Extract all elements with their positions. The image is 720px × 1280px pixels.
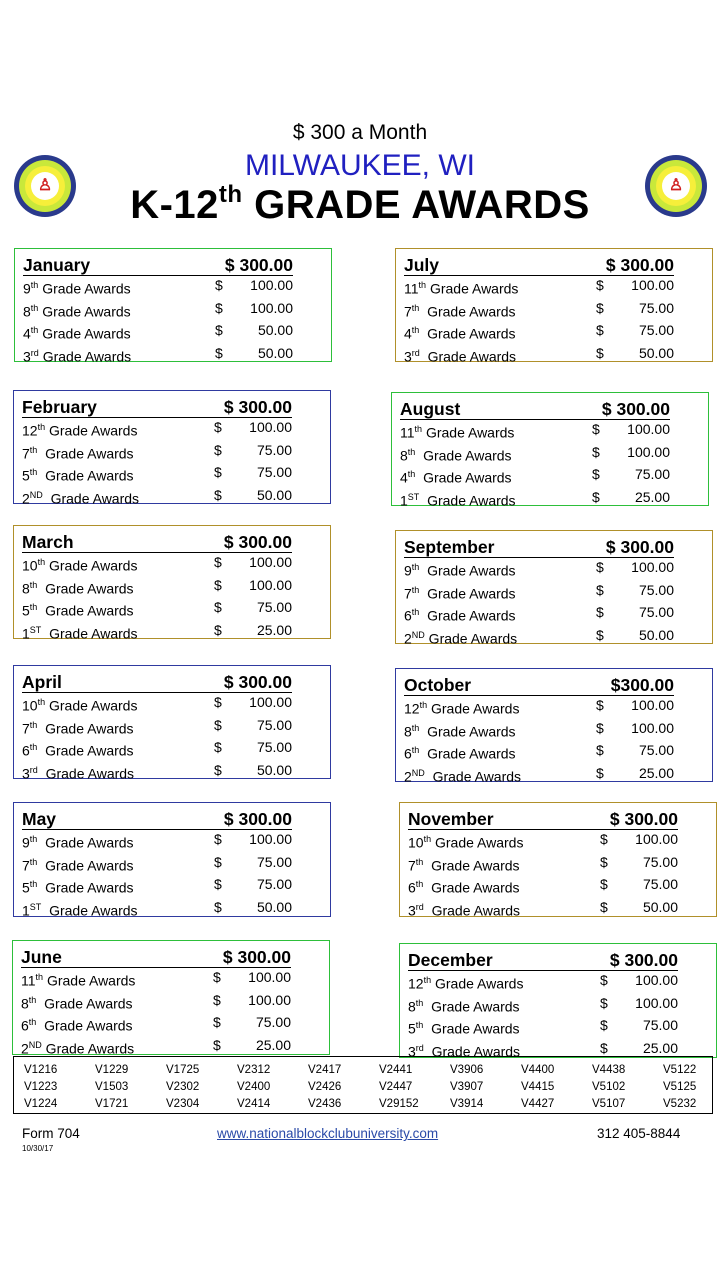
- month-box-september: [395, 530, 713, 647]
- month-total: $ 300.00: [223, 397, 292, 417]
- currency-symbol: $: [596, 344, 604, 361]
- award-amount: 75.00: [638, 581, 674, 598]
- month-header: [404, 675, 674, 696]
- award-label: 4th Grade Awards: [400, 469, 512, 486]
- award-label: 6th Grade Awards: [21, 1017, 133, 1034]
- award-label: 6th Grade Awards: [408, 879, 520, 896]
- month-name: August: [400, 399, 461, 419]
- month-box-june: [12, 940, 330, 1055]
- currency-symbol: $: [596, 581, 604, 598]
- award-amount: 75.00: [634, 466, 670, 483]
- month-total: $ 300.00: [605, 255, 674, 275]
- currency-symbol: $: [596, 764, 604, 781]
- code-cell: V5102: [592, 1081, 626, 1093]
- award-amount: 75.00: [256, 464, 292, 481]
- code-cell: V5125: [663, 1081, 697, 1093]
- award-label: 7th Grade Awards: [22, 444, 134, 462]
- award-amount: 75.00: [255, 1014, 291, 1031]
- award-amount: 100.00: [631, 277, 674, 293]
- award-row: [408, 853, 678, 876]
- code-cell: V2417: [308, 1064, 342, 1076]
- award-label: 10th Grade Awards: [22, 697, 138, 714]
- code-cell: V1216: [24, 1064, 58, 1076]
- award-row: [404, 603, 674, 626]
- month-total: $ 300.00: [605, 537, 674, 557]
- month-name: December: [408, 950, 493, 970]
- award-amount: 100.00: [250, 299, 293, 316]
- award-amount: 50.00: [256, 486, 292, 503]
- code-cell: V2447: [379, 1081, 413, 1093]
- award-row: [23, 276, 293, 299]
- award-label: 8th Grade Awards: [404, 722, 516, 740]
- currency-symbol: $: [214, 554, 222, 570]
- award-label: 12th Grade Awards: [404, 700, 520, 717]
- currency-symbol: $: [214, 694, 222, 710]
- month-header: [22, 672, 292, 693]
- award-amount: 75.00: [642, 1017, 678, 1034]
- award-label: 5th Grade Awards: [408, 1020, 520, 1037]
- award-row: [22, 553, 292, 576]
- currency-symbol: $: [213, 1036, 221, 1053]
- award-row: [22, 716, 292, 739]
- award-row: [22, 693, 292, 716]
- month-box-may: [13, 802, 331, 917]
- currency-symbol: $: [600, 972, 608, 988]
- page-title: K-12th GRADE AWARDS: [130, 181, 590, 227]
- award-amount: 100.00: [249, 576, 292, 593]
- currency-symbol: $: [600, 876, 608, 893]
- award-amount: 50.00: [638, 626, 674, 643]
- currency-symbol: $: [600, 853, 608, 870]
- award-label: 7th Grade Awards: [404, 584, 516, 602]
- code-cell: V2436: [308, 1098, 342, 1110]
- award-amount: 100.00: [627, 443, 670, 460]
- month-box-october: [395, 668, 713, 785]
- month-box-april: [13, 665, 331, 782]
- currency-symbol: $: [214, 441, 222, 458]
- award-label: 5th Grade Awards: [22, 879, 134, 896]
- award-label: 8th Grade Awards: [21, 994, 133, 1012]
- month-total: $ 300.00: [224, 255, 293, 275]
- award-label: 7th Grade Awards: [404, 302, 516, 320]
- award-row: [400, 465, 670, 488]
- award-label: 1ST Grade Awards: [22, 624, 138, 642]
- currency-symbol: $: [215, 299, 223, 316]
- award-amount: 100.00: [635, 831, 678, 847]
- award-amount: 100.00: [248, 991, 291, 1008]
- award-row: [21, 968, 291, 991]
- currency-symbol: $: [596, 604, 604, 621]
- month-total: $ 300.00: [223, 672, 292, 692]
- award-label: 9th Grade Awards: [23, 280, 131, 297]
- currency-symbol: $: [215, 277, 223, 293]
- award-amount: 100.00: [635, 994, 678, 1011]
- currency-symbol: $: [596, 277, 604, 293]
- award-label: 6th Grade Awards: [404, 745, 516, 762]
- award-amount: 75.00: [256, 716, 292, 733]
- award-label: 3rd Grade Awards: [404, 347, 517, 365]
- award-amount: 100.00: [249, 554, 292, 570]
- currency-symbol: $: [214, 876, 222, 893]
- award-row: [22, 830, 292, 853]
- month-total: $300.00: [610, 675, 674, 695]
- currency-symbol: $: [596, 299, 604, 316]
- award-row: [404, 719, 674, 742]
- award-row: [22, 898, 292, 921]
- award-amount: 75.00: [256, 599, 292, 616]
- award-label: 11th Grade Awards: [21, 972, 136, 989]
- award-label: 5th Grade Awards: [22, 467, 134, 484]
- award-row: [22, 463, 292, 486]
- award-label: 10th Grade Awards: [22, 557, 138, 574]
- award-row: [22, 576, 292, 599]
- currency-symbol: $: [596, 719, 604, 736]
- award-amount: 75.00: [638, 322, 674, 339]
- currency-symbol: $: [592, 421, 600, 437]
- award-amount: 75.00: [638, 742, 674, 759]
- award-row: [404, 558, 674, 581]
- month-header: [404, 537, 674, 558]
- month-total: $ 300.00: [601, 399, 670, 419]
- award-row: [21, 991, 291, 1014]
- award-amount: 50.00: [256, 761, 292, 778]
- currency-symbol: $: [600, 994, 608, 1011]
- currency-symbol: $: [596, 322, 604, 339]
- month-box-february: [13, 390, 331, 507]
- month-header: [408, 950, 678, 971]
- currency-symbol: $: [600, 1017, 608, 1034]
- currency-symbol: $: [214, 716, 222, 733]
- code-cell: V4438: [592, 1064, 626, 1076]
- month-header: [22, 809, 292, 830]
- code-cell: V1223: [24, 1081, 58, 1093]
- award-row: [408, 830, 678, 853]
- award-amount: 100.00: [249, 419, 292, 435]
- month-total: $ 300.00: [223, 809, 292, 829]
- award-label: 9th Grade Awards: [22, 834, 134, 851]
- currency-symbol: $: [592, 488, 600, 505]
- award-label: 3rd Grade Awards: [408, 901, 521, 919]
- award-row: [408, 1016, 678, 1039]
- code-cell: V29152: [379, 1098, 419, 1110]
- currency-symbol: $: [214, 486, 222, 503]
- month-name: September: [404, 537, 495, 557]
- code-cell: V1721: [95, 1098, 129, 1110]
- code-cell: V2426: [308, 1081, 342, 1093]
- currency-symbol: $: [600, 1039, 608, 1056]
- award-amount: 75.00: [256, 739, 292, 756]
- code-cell: V2302: [166, 1081, 200, 1093]
- award-row: [22, 853, 292, 876]
- award-label: 1ST Grade Awards: [400, 491, 516, 509]
- code-cell: V2312: [237, 1064, 271, 1076]
- award-row: [21, 1013, 291, 1036]
- award-amount: 75.00: [638, 299, 674, 316]
- award-label: 7th Grade Awards: [22, 856, 134, 874]
- award-amount: 100.00: [627, 421, 670, 437]
- currency-symbol: $: [596, 626, 604, 643]
- award-label: 4th Grade Awards: [23, 325, 131, 342]
- currency-symbol: $: [592, 443, 600, 460]
- award-row: [404, 764, 674, 787]
- code-cell: V2304: [166, 1098, 200, 1110]
- currency-symbol: $: [600, 831, 608, 847]
- currency-symbol: $: [214, 761, 222, 778]
- month-header: [400, 399, 670, 420]
- currency-symbol: $: [214, 898, 222, 915]
- award-amount: 100.00: [248, 969, 291, 985]
- currency-symbol: $: [215, 344, 223, 361]
- award-amount: 75.00: [642, 876, 678, 893]
- award-row: [22, 486, 292, 509]
- award-row: [22, 441, 292, 464]
- award-amount: 75.00: [256, 876, 292, 893]
- award-amount: 100.00: [249, 694, 292, 710]
- award-row: [400, 488, 670, 511]
- month-name: January: [23, 255, 91, 275]
- code-cell: V3914: [450, 1098, 484, 1110]
- month-box-august: [391, 392, 709, 509]
- award-label: 1ST Grade Awards: [22, 901, 138, 919]
- currency-symbol: $: [214, 739, 222, 756]
- award-row: [23, 299, 293, 322]
- award-amount: 75.00: [256, 441, 292, 458]
- code-cell: V3907: [450, 1081, 484, 1093]
- currency-symbol: $: [596, 559, 604, 575]
- currency-symbol: $: [600, 898, 608, 915]
- month-total: $ 300.00: [223, 532, 292, 552]
- award-row: [23, 344, 293, 367]
- award-row: [408, 994, 678, 1017]
- award-amount: 100.00: [631, 559, 674, 575]
- month-header: [23, 255, 293, 276]
- month-total: $ 300.00: [609, 809, 678, 829]
- award-amount: 75.00: [642, 853, 678, 870]
- award-row: [404, 626, 674, 649]
- award-row: [22, 621, 292, 644]
- award-label: 2ND Grade Awards: [21, 1039, 135, 1057]
- award-amount: 100.00: [250, 277, 293, 293]
- award-row: [404, 741, 674, 764]
- award-row: [22, 418, 292, 441]
- currency-symbol: $: [596, 742, 604, 759]
- currency-symbol: $: [214, 464, 222, 481]
- month-box-march: [13, 525, 331, 642]
- currency-symbol: $: [214, 831, 222, 847]
- award-row: [400, 420, 670, 443]
- month-header: [404, 255, 674, 276]
- code-cell: V5232: [663, 1098, 697, 1110]
- award-row: [22, 761, 292, 784]
- month-name: November: [408, 809, 494, 829]
- month-name: June: [21, 947, 62, 967]
- award-amount: 100.00: [631, 719, 674, 736]
- code-cell: V1224: [24, 1098, 58, 1110]
- code-cell: V1503: [95, 1081, 129, 1093]
- award-row: [404, 696, 674, 719]
- city-title: MILWAUKEE, WI: [244, 149, 475, 182]
- phone-number: 312 405-8844: [597, 1126, 681, 1141]
- month-name: February: [22, 397, 97, 417]
- award-label: 8th Grade Awards: [22, 579, 134, 597]
- code-cell: V2441: [379, 1064, 413, 1076]
- award-amount: 25.00: [256, 621, 292, 638]
- award-label: 11th Grade Awards: [400, 424, 515, 441]
- month-box-december: [399, 943, 717, 1058]
- award-amount: 25.00: [642, 1039, 678, 1056]
- award-amount: 100.00: [635, 972, 678, 988]
- form-date: 10/30/17: [22, 1144, 54, 1153]
- award-amount: 50.00: [256, 898, 292, 915]
- month-box-july: [395, 248, 713, 365]
- month-header: [22, 397, 292, 418]
- month-header: [21, 947, 291, 968]
- award-label: 6th Grade Awards: [22, 742, 134, 759]
- month-header: [22, 532, 292, 553]
- currency-symbol: $: [214, 621, 222, 638]
- award-amount: 25.00: [634, 488, 670, 505]
- website-link[interactable]: www.nationalblockclubuniversity.com: [217, 1126, 439, 1141]
- award-amount: 50.00: [257, 344, 293, 361]
- award-label: 6th Grade Awards: [404, 607, 516, 624]
- price-subtitle: $ 300 a Month: [292, 121, 428, 144]
- award-row: [400, 443, 670, 466]
- award-label: 3rd Grade Awards: [23, 347, 132, 365]
- award-label: 8th Grade Awards: [400, 446, 512, 464]
- currency-symbol: $: [213, 1014, 221, 1031]
- currency-symbol: $: [215, 322, 223, 339]
- award-amount: 100.00: [631, 697, 674, 713]
- month-name: April: [22, 672, 62, 692]
- award-label: 2ND Grade Awards: [404, 767, 522, 785]
- code-cell: V2414: [237, 1098, 271, 1110]
- award-label: 12th Grade Awards: [22, 422, 138, 439]
- award-amount: 25.00: [255, 1036, 291, 1053]
- award-amount: 100.00: [249, 831, 292, 847]
- currency-symbol: $: [214, 419, 222, 435]
- award-amount: 50.00: [642, 898, 678, 915]
- award-label: 8th Grade Awards: [23, 302, 131, 320]
- award-row: [408, 971, 678, 994]
- month-box-january: [14, 248, 332, 365]
- award-label: 10th Grade Awards: [408, 834, 524, 851]
- currency-symbol: $: [596, 697, 604, 713]
- currency-symbol: $: [213, 969, 221, 985]
- month-name: March: [22, 532, 74, 552]
- month-header: [408, 809, 678, 830]
- award-row: [404, 276, 674, 299]
- code-cell: V4415: [521, 1081, 555, 1093]
- code-cell: V4427: [521, 1098, 555, 1110]
- code-cell: V3906: [450, 1064, 484, 1076]
- award-amount: 75.00: [256, 853, 292, 870]
- logo-left-icon: ♙: [14, 155, 76, 217]
- award-label: 7th Grade Awards: [408, 856, 520, 874]
- award-label: 4th Grade Awards: [404, 325, 516, 342]
- month-total: $ 300.00: [222, 947, 291, 967]
- award-label: 5th Grade Awards: [22, 602, 134, 619]
- month-total: $ 300.00: [609, 950, 678, 970]
- award-row: [23, 321, 293, 344]
- month-name: July: [404, 255, 440, 275]
- award-row: [408, 875, 678, 898]
- codes-table: [13, 1056, 713, 1114]
- month-name: May: [22, 809, 57, 829]
- award-row: [404, 581, 674, 604]
- award-amount: 50.00: [638, 344, 674, 361]
- month-box-november: [399, 802, 717, 917]
- currency-symbol: $: [214, 853, 222, 870]
- form-number: Form 704: [22, 1126, 80, 1141]
- award-row: [22, 738, 292, 761]
- award-label: 12th Grade Awards: [408, 975, 524, 992]
- award-amount: 75.00: [638, 604, 674, 621]
- currency-symbol: $: [592, 466, 600, 483]
- award-row: [22, 598, 292, 621]
- currency-symbol: $: [214, 576, 222, 593]
- award-label: 3rd Grade Awards: [22, 764, 135, 782]
- award-row: [404, 321, 674, 344]
- award-row: [404, 299, 674, 322]
- award-amount: 50.00: [257, 322, 293, 339]
- code-cell: V4400: [521, 1064, 555, 1076]
- code-cell: V1725: [166, 1064, 200, 1076]
- award-label: 2ND Grade Awards: [22, 489, 140, 507]
- code-cell: V1229: [95, 1064, 129, 1076]
- award-label: 3rd Grade Awards: [408, 1042, 521, 1060]
- award-row: [408, 898, 678, 921]
- award-row: [22, 875, 292, 898]
- month-name: October: [404, 675, 472, 695]
- award-label: 9th Grade Awards: [404, 562, 516, 579]
- currency-symbol: $: [214, 599, 222, 616]
- award-row: [404, 344, 674, 367]
- award-amount: 25.00: [638, 764, 674, 781]
- code-cell: V5107: [592, 1098, 626, 1110]
- logo-right-icon: ♙: [645, 155, 707, 217]
- code-cell: V2400: [237, 1081, 271, 1093]
- code-cell: V5122: [663, 1064, 697, 1076]
- award-label: 8th Grade Awards: [408, 997, 520, 1015]
- award-label: 11th Grade Awards: [404, 280, 519, 297]
- award-label: 2ND Grade Awards: [404, 629, 518, 647]
- award-label: 7th Grade Awards: [22, 719, 134, 737]
- currency-symbol: $: [213, 991, 221, 1008]
